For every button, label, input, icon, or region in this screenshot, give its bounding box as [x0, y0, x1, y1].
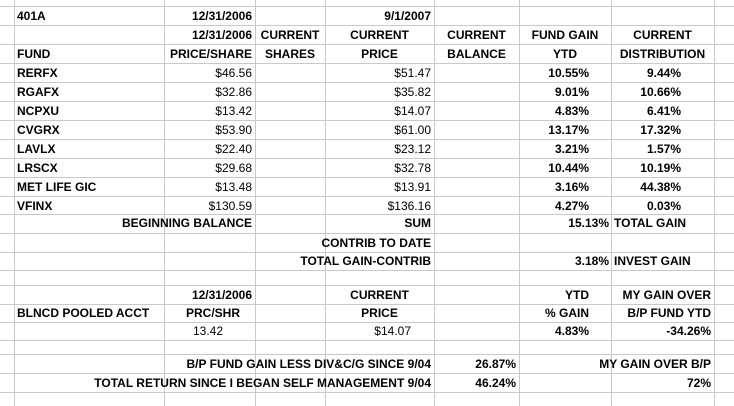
- table-row: [0, 121, 734, 140]
- my-gain-over-bp-label[interactable]: MY GAIN OVER B/P: [599, 357, 711, 371]
- fund-name[interactable]: LAVLX: [17, 142, 56, 156]
- fund-current-price[interactable]: $23.12: [394, 142, 431, 156]
- title-row: [0, 7, 734, 26]
- footer-row-bp: [0, 355, 734, 374]
- invest-gain-label[interactable]: INVEST GAIN: [614, 254, 691, 268]
- header-current-price-top[interactable]: CURRENT: [350, 28, 409, 42]
- fund-name[interactable]: RGAFX: [17, 85, 59, 99]
- total-gain-value[interactable]: 15.13%: [568, 216, 609, 230]
- fund-distribution[interactable]: 10.66%: [640, 85, 681, 99]
- fund-price-2006[interactable]: $130.59: [208, 199, 252, 213]
- header-ytd[interactable]: YTD: [553, 47, 577, 61]
- contrib-to-date-label[interactable]: CONTRIB TO DATE: [321, 236, 431, 250]
- pooled-my-gain-over[interactable]: MY GAIN OVER: [622, 288, 711, 302]
- my-gain-value[interactable]: 72%: [686, 376, 711, 390]
- header-row-1: [0, 26, 734, 45]
- fund-name[interactable]: NCPXU: [17, 104, 60, 118]
- fund-distribution[interactable]: 9.44%: [646, 66, 681, 80]
- header-current-balance-top[interactable]: CURRENT: [447, 28, 506, 42]
- pooled-header-row-2: [0, 304, 734, 323]
- date-header-2006[interactable]: 12/31/2006: [191, 9, 252, 23]
- date-header-2007[interactable]: 9/1/2007: [384, 9, 431, 23]
- fund-current-price[interactable]: $51.47: [394, 66, 431, 80]
- header-distribution[interactable]: DISTRIBUTION: [619, 47, 706, 61]
- fund-distribution[interactable]: 0.03%: [646, 199, 681, 213]
- fund-distribution[interactable]: 10.19%: [640, 161, 681, 175]
- fund-price-2006[interactable]: $53.90: [215, 123, 252, 137]
- pooled-values-row: [0, 322, 734, 341]
- total-gain-label[interactable]: TOTAL GAIN: [614, 216, 686, 230]
- fund-gain-ytd[interactable]: 10.55%: [548, 66, 589, 80]
- table-row: [0, 102, 734, 121]
- bp-fund-gain-value[interactable]: 26.87%: [475, 357, 516, 371]
- table-row: [0, 178, 734, 197]
- bp-fund-gain-label[interactable]: B/P FUND GAIN LESS DIV&C/G SINCE 9/04: [186, 357, 431, 371]
- fund-current-price[interactable]: $35.82: [394, 85, 431, 99]
- sheet-title[interactable]: 401A: [17, 9, 46, 23]
- summary-row-beginning: [0, 214, 734, 233]
- header-price[interactable]: PRICE: [361, 47, 398, 61]
- fund-price-2006[interactable]: $13.48: [215, 180, 252, 194]
- invest-gain-value[interactable]: 3.18%: [574, 254, 609, 268]
- fund-current-price[interactable]: $13.91: [394, 180, 431, 194]
- fund-name[interactable]: RERFX: [17, 66, 58, 80]
- summary-row-contrib: [0, 234, 734, 253]
- total-gain-contrib-label[interactable]: TOTAL GAIN-CONTRIB: [300, 254, 431, 268]
- fund-gain-ytd[interactable]: 9.01%: [554, 85, 589, 99]
- fund-gain-ytd[interactable]: 3.16%: [554, 180, 589, 194]
- fund-distribution[interactable]: 1.57%: [646, 142, 681, 156]
- pooled-header-row-1: [0, 286, 734, 305]
- header-fund[interactable]: FUND: [17, 47, 51, 61]
- table-row: [0, 83, 734, 102]
- header-current-dist-top[interactable]: CURRENT: [633, 28, 692, 42]
- fund-price-2006[interactable]: $46.56: [215, 66, 252, 80]
- pooled-account-label[interactable]: BLNCD POOLED ACCT: [17, 306, 150, 320]
- pooled-pct-gain[interactable]: % GAIN: [544, 306, 589, 320]
- fund-name[interactable]: LRSCX: [17, 161, 58, 175]
- beginning-balance-label[interactable]: BEGINNING BALANCE: [121, 216, 252, 230]
- fund-price-2006[interactable]: $22.40: [215, 142, 252, 156]
- pooled-bp-fund-ytd[interactable]: B/P FUND YTD: [627, 306, 711, 320]
- pooled-date[interactable]: 12/31/2006: [191, 288, 252, 302]
- fund-gain-ytd[interactable]: 3.21%: [554, 142, 589, 156]
- fund-name[interactable]: VFINX: [17, 199, 53, 213]
- pooled-prc-value[interactable]: 13.42: [192, 324, 224, 338]
- summary-row-gain-contrib: [0, 252, 734, 271]
- footer-row-total: [0, 374, 734, 393]
- fund-current-price[interactable]: $14.07: [394, 104, 431, 118]
- fund-distribution[interactable]: 6.41%: [646, 104, 681, 118]
- table-row: [0, 159, 734, 178]
- fund-name[interactable]: MET LIFE GIC: [17, 180, 97, 194]
- header-price-share[interactable]: PRICE/SHARE: [169, 47, 252, 61]
- header-balance[interactable]: BALANCE: [447, 47, 506, 61]
- total-return-value[interactable]: 46.24%: [475, 376, 516, 390]
- table-row: [0, 64, 734, 83]
- fund-distribution[interactable]: 17.32%: [640, 123, 681, 137]
- fund-price-2006[interactable]: $29.68: [215, 161, 252, 175]
- fund-current-price[interactable]: $136.16: [387, 199, 431, 213]
- fund-current-price[interactable]: $32.78: [394, 161, 431, 175]
- fund-distribution[interactable]: 44.38%: [640, 180, 681, 194]
- fund-price-2006[interactable]: $13.42: [215, 104, 252, 118]
- sum-label[interactable]: SUM: [404, 216, 431, 230]
- fund-gain-ytd[interactable]: 4.27%: [554, 199, 589, 213]
- total-return-label[interactable]: TOTAL RETURN SINCE I BEGAN SELF MANAGEMENT 9/04: [94, 376, 431, 390]
- fund-gain-ytd[interactable]: 4.83%: [554, 104, 589, 118]
- header-shares[interactable]: SHARES: [264, 47, 315, 61]
- pooled-over-value[interactable]: -34.26%: [666, 324, 711, 338]
- pooled-ytd[interactable]: YTD: [565, 288, 589, 302]
- pooled-prc-shr[interactable]: PRC/SHR: [185, 306, 240, 320]
- fund-name[interactable]: CVGRX: [17, 123, 60, 137]
- pooled-price[interactable]: PRICE: [361, 306, 398, 320]
- fund-gain-ytd[interactable]: 10.44%: [548, 161, 589, 175]
- table-row: [0, 140, 734, 159]
- fund-gain-ytd[interactable]: 13.17%: [548, 123, 589, 137]
- header-price-date[interactable]: 12/31/2006: [191, 28, 252, 42]
- fund-price-2006[interactable]: $32.86: [215, 85, 252, 99]
- fund-current-price[interactable]: $61.00: [394, 123, 431, 137]
- pooled-price-value[interactable]: $14.07: [374, 324, 411, 338]
- header-row-2: [0, 45, 734, 64]
- pooled-gain-value[interactable]: 4.83%: [554, 324, 589, 338]
- header-current-shares-top[interactable]: CURRENT: [260, 28, 320, 42]
- pooled-current[interactable]: CURRENT: [350, 288, 409, 302]
- header-fund-gain-top[interactable]: FUND GAIN: [531, 28, 599, 42]
